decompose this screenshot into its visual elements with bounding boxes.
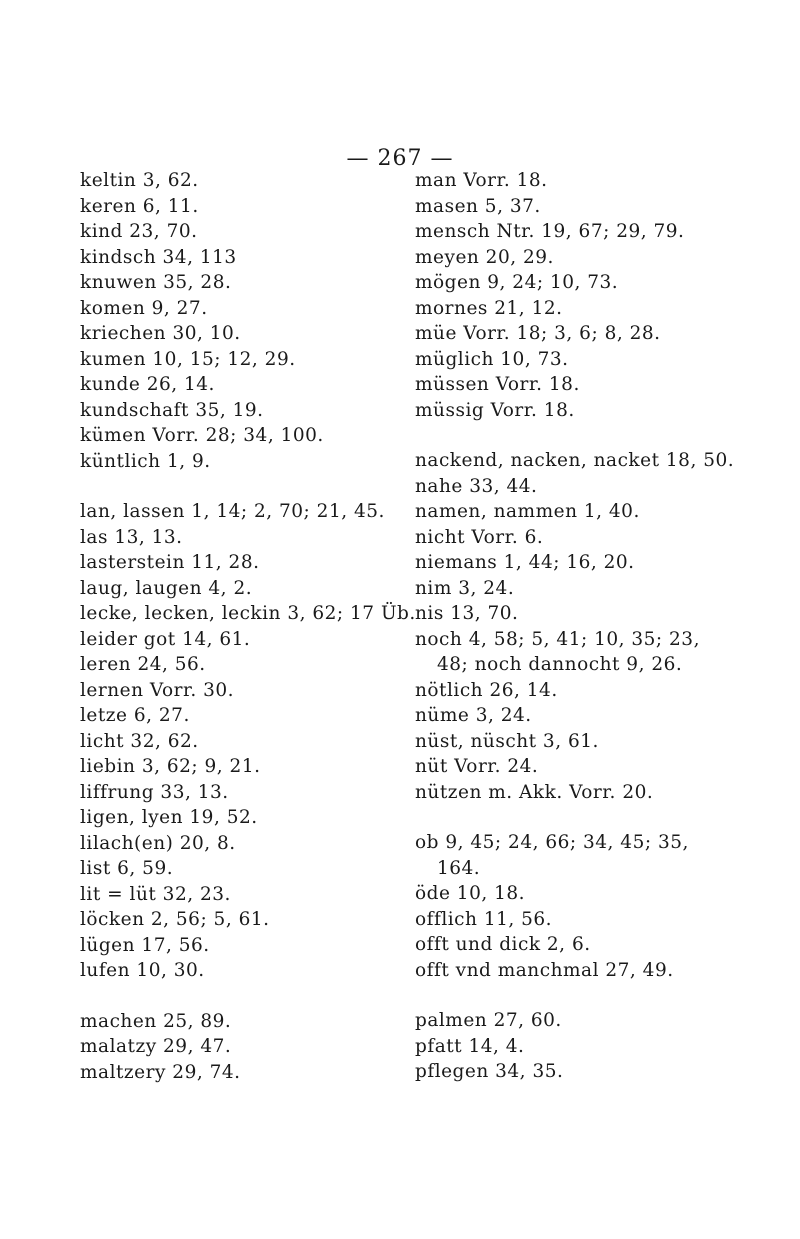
- index-entry: noch 4, 58; 5, 41; 10, 35; 23, 48; noch dannocht 9, 26.: [415, 628, 700, 675]
- index-entry: müe Vorr. 18; 3, 6; 8, 28.: [415, 323, 661, 344]
- right-column: [415, 168, 735, 1085]
- index-entry: lasterstein 11, 28.: [80, 552, 260, 573]
- index-entry: müglich 10, 73.: [415, 348, 569, 370]
- index-entry: leren 24, 56.: [80, 654, 206, 675]
- index-entry: offt vnd manchmal 27, 49.: [415, 959, 674, 981]
- index-entry: keren 6, 11.: [80, 195, 199, 217]
- index-entry: offt und dick 2, 6.: [415, 934, 591, 955]
- index-entry: knuwen 35, 28.: [80, 272, 232, 293]
- index-entry: kunde 26, 14.: [80, 374, 215, 395]
- index-entry: müssig Vorr. 18.: [415, 399, 575, 421]
- index-entry: lügen 17, 56.: [80, 934, 210, 956]
- index-entry: masen 5, 37.: [415, 195, 541, 217]
- index-entry: lernen Vorr. 30.: [80, 679, 235, 701]
- index-entry: nüme 3, 24.: [415, 705, 532, 726]
- index-entry: nüt Vorr. 24.: [415, 756, 539, 777]
- index-entry: küntlich 1, 9.: [80, 450, 211, 472]
- index-entry: niemans 1, 44; 16, 20.: [415, 552, 635, 573]
- index-entry: las 13, 13.: [80, 526, 183, 548]
- index-entry: kundschaft 35, 19.: [80, 399, 264, 421]
- index-entry: liebin 3, 62; 9, 21.: [80, 756, 261, 777]
- index-entry: leider got 14, 61.: [80, 628, 251, 650]
- index-entry: mornes 21, 12.: [415, 297, 563, 319]
- index-entry: nicht Vorr. 6.: [415, 526, 544, 548]
- index-entry: nüst, nüscht 3, 61.: [415, 730, 599, 752]
- index-entry: kümen Vorr. 28; 34, 100.: [80, 425, 324, 446]
- index-entry: müssen Vorr. 18.: [415, 374, 580, 395]
- index-entry: pfatt 14, 4.: [415, 1035, 525, 1057]
- index-entry: komen 9, 27.: [80, 297, 208, 319]
- index-entry: laug, laugen 4, 2.: [80, 577, 253, 599]
- page-number: — 267 —: [346, 146, 454, 171]
- index-entry: lit = lüt 32, 23.: [80, 883, 231, 905]
- index-entry: löcken 2, 56; 5, 61.: [80, 909, 270, 930]
- index-entry: kriechen 30, 10.: [80, 323, 241, 344]
- index-entry: lilach(en) 20, 8.: [80, 832, 236, 854]
- index-entry: mögen 9, 24; 10, 73.: [415, 272, 619, 293]
- index-entry: lecke, lecken, leckin 3, 62; 17 Üb.: [80, 603, 416, 624]
- index-entry: licht 32, 62.: [80, 730, 199, 752]
- index-entry: lufen 10, 30.: [80, 960, 205, 981]
- index-entry: öde 10, 18.: [415, 883, 526, 904]
- index-entry: list 6, 59.: [80, 858, 174, 879]
- index-entry: kindsch 34, 113: [80, 246, 237, 268]
- index-entry: nötlich 26, 14.: [415, 679, 558, 701]
- index-entry: liffrung 33, 13.: [80, 781, 229, 803]
- index-entry: machen 25, 89.: [80, 1010, 232, 1032]
- index-entry: namen, nammen 1, 40.: [415, 501, 640, 522]
- index-entry: meyen 20, 29.: [415, 246, 554, 268]
- index-entry: palmen 27, 60.: [415, 1010, 562, 1031]
- index-entry: man Vorr. 18.: [415, 170, 548, 191]
- index-entry: maltzery 29, 74.: [80, 1061, 241, 1083]
- index-entry: nackend, nacken, nacket 18, 50.: [415, 450, 735, 471]
- index-entry: nützen m. Akk. Vorr. 20.: [415, 781, 654, 803]
- index-entry: keltin 3, 62.: [80, 170, 199, 191]
- index-entry: nahe 33, 44.: [415, 475, 538, 497]
- index-entry: pflegen 34, 35.: [415, 1061, 564, 1082]
- index-entry: ligen, lyen 19, 52.: [80, 807, 258, 828]
- index-entry: lan, lassen 1, 14; 2, 70; 21, 45.: [80, 501, 385, 522]
- index-entry: offlich 11, 56.: [415, 908, 553, 930]
- index-entry: malatzy 29, 47.: [80, 1036, 232, 1057]
- index-entry: ob 9, 45; 24, 66; 34, 45; 35, 164.: [415, 832, 689, 879]
- index-entry: kumen 10, 15; 12, 29.: [80, 348, 296, 370]
- index-entry: letze 6, 27.: [80, 705, 190, 726]
- index-entry: mensch Ntr. 19, 67; 29, 79.: [415, 221, 685, 242]
- index-entry: nis 13, 70.: [415, 603, 519, 624]
- left-column: [80, 168, 416, 1085]
- index-entry: kind 23, 70.: [80, 221, 198, 242]
- index-entry: nim 3, 24.: [415, 577, 515, 599]
